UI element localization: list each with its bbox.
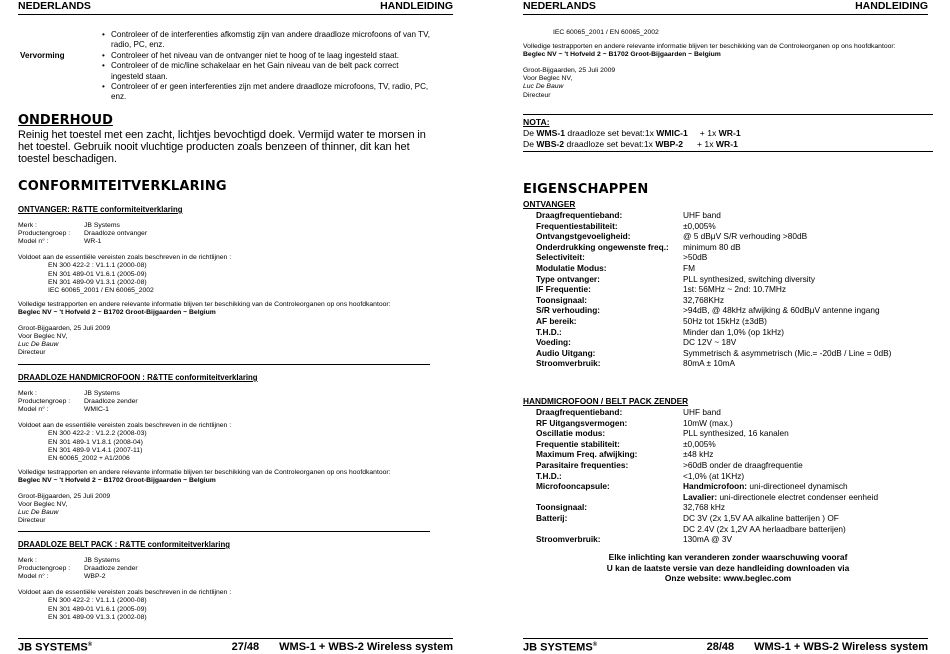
spec-row: S/R verhouding: >94dB, @ 48kHz afwijking & 60dBμV antenne ingang: [536, 305, 880, 316]
registered-mark: ®: [87, 642, 93, 649]
model-label: Model n° :: [18, 238, 49, 246]
groep-value: Draadloze zender: [84, 565, 138, 573]
spec-row: Oscillatie modus: PLL synthesized, 16 kanalen: [536, 428, 789, 439]
handmic-title: HANDMICROFOON / BELT PACK ZENDER: [523, 396, 689, 406]
spec-row: T.H.D.: Minder dan 1,0% (op 1kHz): [536, 326, 784, 337]
spec-row: Toonsignaal: 32,768 kHz: [536, 502, 725, 513]
list-item: • Controleer of de interferenties afkomstig zijn van andere draadloze microfoons of van TV, radio, PC, enz.: [102, 30, 432, 51]
onderhoud-text: Reinig het toestel met een zacht, lichtjes bevochtigd doek. Vermijd water te morsen in het toestel. Gebruik nooit vluchtige producten zoals benzeen of thinner, dit kan het toestel beschadigen.: [18, 129, 426, 166]
voor-company: Voor Beglec NV,: [18, 333, 68, 341]
groep-label: Productengroep :: [18, 398, 71, 406]
list-item: • Controleer of er geen interferenties zijn met andere draadloze microfoons, TV, radio, PC, enz.: [102, 82, 432, 103]
eigenschappen-title: EIGENSCHAPPEN: [523, 182, 649, 197]
norm: EN 301 489-9 V1.4.1 (2007-11): [48, 446, 143, 454]
norm: EN 301 489-1 V1.8.1 (2008-04): [48, 438, 143, 446]
groep-label: Productengroep :: [18, 565, 71, 573]
nota-line: De WBS-2 draadloze set bevat:1x WBP-2 + 1x WR-1: [523, 138, 738, 149]
declaration-heading: DRAADLOZE BELT PACK : R&TTE conformiteitverklaring: [18, 540, 230, 549]
spec-row: Toonsignaal: 32,768KHz: [536, 294, 725, 305]
norm: EN 301 489-01 V1.6.1 (2005-09): [48, 605, 147, 613]
closing-note: Elke inlichting kan veranderen zonder waarschuwing vooraf U kan de laatste versie van deze handleiding downloaden via Onze website: www.beglec.com: [606, 552, 850, 584]
spec-row: IF Frequentie: 1st: 56MHz ~ 2nd: 10.7MHz: [536, 284, 787, 295]
footer-brand: JB SYSTEMS®: [523, 641, 598, 654]
conformiteit-title: CONFORMITEITVERKLARING: [18, 179, 227, 194]
page-number: 27/48: [231, 640, 260, 653]
divider: [18, 364, 430, 365]
groep-value: Draadloze zender: [84, 398, 138, 406]
model-value: WMIC-1: [84, 406, 109, 414]
divider: [18, 531, 430, 532]
declaration-receiver: [18, 206, 430, 357]
norm: IEC 60065_2001 / EN 60065_2002: [553, 29, 659, 36]
nota-line: De WMS-1 draadloze set bevat:1x WMIC-1 + 1x WR-1: [523, 127, 741, 138]
spec-row: Microfooncapsule: Handmicrofoon: uni-directioneel dynamisch: [536, 481, 848, 492]
spec-row: Draagfrequentieband: UHF band: [536, 407, 721, 417]
merk-value: JB Systems: [84, 390, 120, 398]
groep-value: Draadloze ontvanger: [84, 230, 148, 238]
spec-row: T.H.D.: <1,0% (at 1KHz): [536, 470, 745, 481]
page-footer: [18, 638, 453, 654]
page-footer: [523, 638, 928, 654]
signer-role: Directeur: [523, 91, 551, 99]
list-item: • Controleer of het niveau van de ontvanger niet te hoog of te laag ingesteld staat.: [102, 51, 432, 61]
nota-box: [523, 117, 933, 149]
list-item: • Controleer of de mic/line schakelaar en het Gain niveau van de belt pack correct ingesteld staan.: [102, 61, 432, 82]
spec-row: Frequentie stabiliteit: ±0,005%: [536, 438, 716, 449]
merk-label: Merk :: [18, 222, 37, 230]
norm: EN 300 422-2 : V1.2.2 (2008-03): [48, 430, 147, 438]
signer-name: Luc De Bauw: [18, 341, 59, 349]
merk-label: Merk :: [18, 557, 37, 565]
testrapporten-text: Volledige testrapporten en andere relevante informatie blijven ter beschikking van de Controleorganen op ons hoofdkantoor:: [18, 468, 391, 476]
spec-row: Onderdrukking ongewenste freq.: minimum 80 dB: [536, 241, 741, 252]
spec-row: RF Uitgangsvermogen: 10mW (max.): [536, 417, 733, 428]
divider: [523, 151, 933, 152]
header-manual: HANDLEIDING: [380, 0, 453, 12]
spec-row: AF bereik: 50Hz tot 15kHz (±3dB): [536, 315, 767, 326]
declaration-heading: DRAADLOZE HANDMICROFOON : R&TTE conformiteitverklaring: [18, 373, 258, 382]
footer-brand: JB SYSTEMS®: [18, 641, 93, 654]
model-value: WR-1: [84, 238, 102, 246]
declaration-heading: ONTVANGER: R&TTE conformiteitverklaring: [18, 205, 183, 214]
place-date: Groot-Bijgaarden, 25 Juli 2009: [18, 493, 111, 501]
norm: EN 300 422-2 : V1.1.1 (2000-08): [48, 262, 147, 270]
norm: EN 301 489-01 V1.6.1 (2005-09): [48, 270, 147, 278]
signer-role: Directeur: [18, 349, 46, 357]
testrapporten-text: Volledige testrapporten en andere relevante informatie blijven ter beschikking van de Controleorganen op ons hoofdkantoor:: [18, 300, 391, 308]
company-address: Beglec NV ~ 't Hofveld 2 ~ B1702 Groot-Bijgaarden ~ Belgium: [523, 51, 721, 59]
signer-role: Directeur: [18, 517, 46, 525]
declaration-handmic: [18, 374, 430, 525]
spec-row: Stroomverbruik: 80mA ± 10mA: [536, 358, 736, 369]
onderhoud-title: ONDERHOUD: [18, 113, 113, 128]
voldoet-text: Voldoet aan de essentiële vereisten zoals beschreven in de richtlijnen :: [18, 422, 232, 430]
divider: [523, 114, 933, 115]
spec-row: Lavalier: uni-directionele electret condenser eenheid: [683, 491, 879, 502]
spec-row: Batterij: DC 3V (2x 1,5V AA alkaline batterijen ) OF: [536, 512, 839, 523]
spec-row: Draagfrequentieband: UHF band: [536, 210, 721, 220]
spec-row: Parasitaire frequenties: >60dB onder de draagfrequentie: [536, 459, 803, 470]
handmic-specs: [523, 407, 943, 545]
groep-label: Productengroep :: [18, 230, 71, 238]
spec-row: Ontvangstgevoeligheid: @ 5 dBμV S/R verhouding >80dB: [536, 231, 808, 242]
place-date: Groot-Bijgaarden, 25 Juli 2009: [523, 67, 616, 75]
merk-label: Merk :: [18, 390, 37, 398]
header-manual: HANDLEIDING: [855, 0, 928, 12]
vervorming-label: Vervorming: [20, 51, 65, 60]
company-address: Beglec NV ~ 't Hofveld 2 ~ B1702 Groot-Bijgaarden ~ Belgium: [18, 476, 216, 484]
norm: EN 60065_2002 + A1/2006: [48, 454, 130, 462]
spec-row: Type ontvanger: PLL synthesized, switching diversity: [536, 273, 816, 284]
model-label: Model n° :: [18, 573, 49, 581]
signer-name: Luc De Bauw: [18, 509, 59, 517]
declaration-beltpack: [18, 541, 430, 622]
spec-row: Stroomverbruik: 130mA @ 3V: [536, 534, 733, 545]
company-address: Beglec NV ~ 't Hofveld 2 ~ B1702 Groot-Bijgaarden ~ Belgium: [18, 308, 216, 316]
norm: EN 301 489-09 V1.3.1 (2002-08): [48, 278, 147, 286]
vervorming-list: [102, 30, 432, 103]
declaration-continued: [523, 29, 933, 100]
norm: EN 300 422-2 : V1.1.1 (2000-08): [48, 597, 147, 605]
voldoet-text: Voldoet aan de essentiële vereisten zoals beschreven in de richtlijnen :: [18, 254, 232, 262]
page-header: [523, 0, 928, 15]
norm: IEC 60065_2001 / EN 60065_2002: [48, 286, 154, 294]
voldoet-text: Voldoet aan de essentiële vereisten zoals beschreven in de richtlijnen :: [18, 589, 232, 597]
spec-row: Audio Uitgang: Symmetrisch & asymmetrisch (Mic.= -20dB / Line = 0dB): [536, 347, 892, 358]
ontvanger-specs: [523, 210, 943, 369]
spec-row: Voeding: DC 12V ~ 18V: [536, 337, 737, 348]
voor-company: Voor Beglec NV,: [523, 75, 573, 83]
spec-row: Selectiviteit: >50dB: [536, 252, 708, 263]
norm: EN 301 489-09 V1.3.1 (2002-08): [48, 613, 147, 621]
nota-title: NOTA:: [523, 117, 550, 127]
merk-value: JB Systems: [84, 222, 120, 230]
header-language: NEDERLANDS: [523, 0, 596, 12]
header-language: NEDERLANDS: [18, 0, 91, 12]
page-header: [18, 0, 453, 15]
merk-value: JB Systems: [84, 557, 120, 565]
model-label: Model n° :: [18, 406, 49, 414]
model-value: WBP-2: [84, 573, 106, 581]
spec-row: Maximum Freq. afwijking: ±48 kHz: [536, 449, 714, 460]
spec-row: Frequentiestabiliteit: ±0,005%: [536, 220, 716, 231]
testrapporten-text: Volledige testrapporten en andere relevante informatie blijven ter beschikking van de Controleorganen op ons hoofdkantoor:: [523, 43, 896, 51]
ontvanger-title: ONTVANGER: [523, 199, 576, 209]
place-date: Groot-Bijgaarden, 25 Juli 2009: [18, 325, 111, 333]
footer-product: WMS-1 + WBS-2 Wireless system: [754, 640, 928, 653]
footer-product: WMS-1 + WBS-2 Wireless system: [279, 640, 453, 653]
registered-mark: ®: [592, 642, 598, 649]
page-number: 28/48: [706, 640, 735, 653]
spec-row: DC 2.4V (2x 1,2V AA herlaadbare batterijen): [683, 523, 846, 534]
right-page: [475, 0, 950, 654]
spec-row: Modulatie Modus: FM: [536, 262, 695, 273]
signer-name: Luc De Bauw: [523, 83, 564, 91]
voor-company: Voor Beglec NV,: [18, 501, 68, 509]
